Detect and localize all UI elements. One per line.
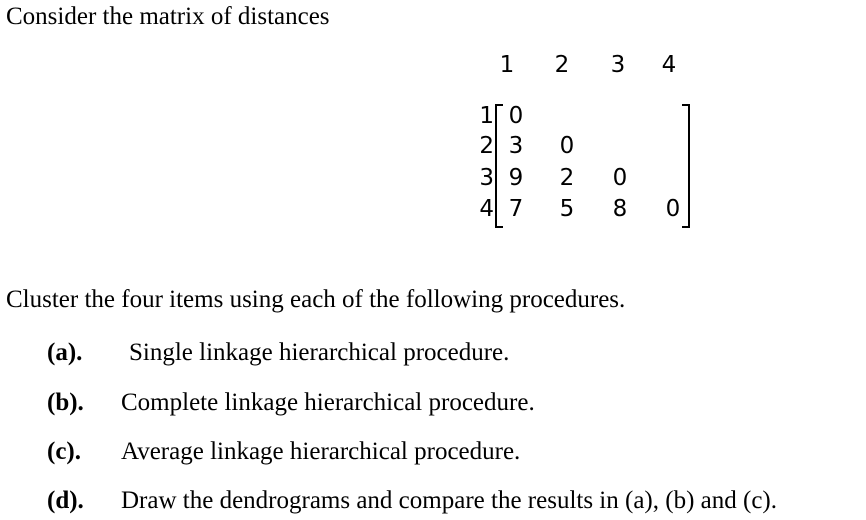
task-text: Cluster the four items using each of the following procedures. — [6, 286, 626, 313]
list-item-label: (b). — [47, 389, 84, 416]
list-item-label: (d). — [47, 487, 84, 514]
matrix-cell: 0 — [508, 103, 524, 129]
list-item-text: Complete linkage hierarchical procedure. — [121, 389, 535, 416]
matrix-column-label: 4 — [661, 52, 677, 78]
list-item-text: Single linkage hierarchical procedure. — [129, 339, 510, 366]
matrix-cell: 3 — [508, 133, 524, 159]
matrix-cell: 0 — [559, 133, 575, 159]
matrix-cell: 5 — [559, 196, 575, 222]
intro-text: Consider the matrix of distances — [6, 3, 330, 30]
matrix-cell: 2 — [559, 165, 575, 191]
matrix-row-label: 4 — [479, 196, 494, 222]
list-item-text: Draw the dendrograms and compare the results in (a), (b) and (c). — [121, 487, 777, 514]
matrix-row-label: 3 — [479, 165, 494, 191]
matrix-row-label: 2 — [479, 133, 494, 159]
list-item-label: (c). — [47, 438, 81, 465]
matrix-left-bracket — [495, 104, 503, 228]
matrix-cell: 0 — [665, 196, 681, 222]
matrix-cell: 7 — [508, 196, 524, 222]
matrix-cell: 0 — [612, 165, 628, 191]
matrix-column-label: 3 — [610, 52, 626, 78]
matrix-cell: 9 — [508, 165, 524, 191]
list-item-label: (a). — [47, 339, 83, 366]
list-item-text: Average linkage hierarchical procedure. — [121, 438, 521, 465]
matrix-row-label: 1 — [479, 103, 494, 129]
matrix-column-label: 1 — [499, 52, 515, 78]
matrix-cell: 8 — [612, 196, 628, 222]
matrix-column-label: 2 — [554, 52, 570, 78]
